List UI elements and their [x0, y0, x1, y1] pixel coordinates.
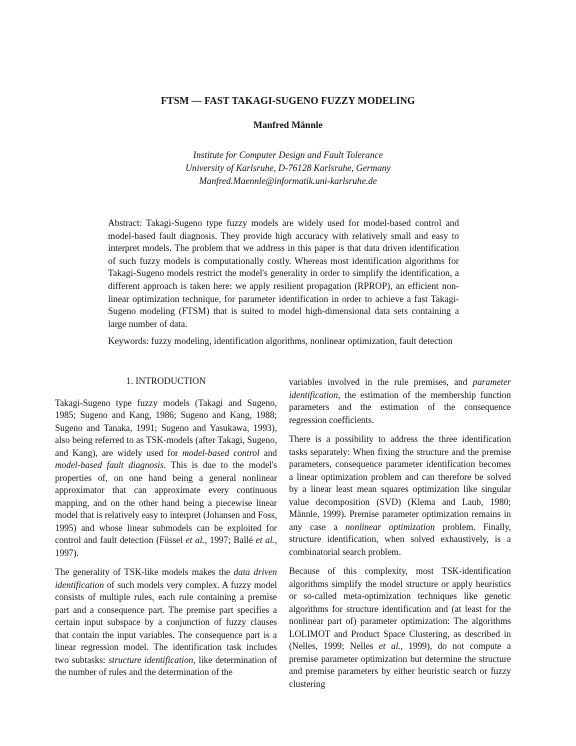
emphasis: et al.: [185, 535, 205, 545]
text-run: and: [259, 447, 278, 458]
emphasis: parameter identification: [289, 377, 511, 400]
text-run: , like determination of the number of rules and the determination of the: [55, 654, 277, 677]
emphasis: et al.: [255, 535, 275, 545]
text-run: , the estimation of the membership function parameters and the estimation of the consequence regression coefficients.: [289, 389, 511, 425]
emphasis: data driven identification: [55, 567, 277, 590]
emphasis: et al.: [378, 641, 401, 651]
text-run: problem. Finally, structure identification, when solved exhaustively, is a combinatorial search problem.: [289, 521, 511, 557]
intro-paragraph-2-continued: [289, 376, 511, 426]
text-run: Because of this complexity, most TSK-identification algorithms simplify the model structure or apply heuristics or so-called meta-optimization techniques like genetic algorithms for structure identification and (at least for the nonlinear part of) parameter optimization: The algorithms LOLIMOT and Product Space Clustering, as described in (Nelles, 1999; Nelles: [289, 566, 511, 651]
text-run: of such models very complex. A fuzzy model consists of multiple rules, each rule containing a premise part and a consequence part. The premise part specifies a certain input subspace by a conjunction of fuzzy clauses that contain the input variables. The consequence part is a linear regression model. The identification task includes two subtasks:: [55, 579, 277, 665]
intro-paragraph-2: [55, 566, 277, 679]
text-run: , 1997).: [55, 535, 277, 558]
text-run: Takagi-Sugeno type fuzzy models (Takagi and Sugeno, 1985; Sugeno and Kang, 1986; Sugeno and Kang, 1988; Sugeno and Tanaka, 1991; Sugeno and Yasukawa, 1993), also being referred to as TSK-models (after Takagi, Sugeno, and Kang), are widely used for: [55, 397, 277, 458]
paper-title: FTSM — FAST TAKAGI-SUGENO FUZZY MODELING: [160, 96, 416, 107]
text-run: , 1997; Ballé: [204, 535, 256, 545]
right-column: [289, 376, 511, 697]
intro-paragraph-1: [55, 397, 277, 560]
emphasis: nonlinear optimization: [345, 521, 435, 532]
intro-paragraph-3: [289, 433, 511, 558]
emphasis: structure identification: [108, 654, 194, 665]
section-heading-introduction: 1. INTRODUCTION: [126, 377, 206, 387]
abstract: Abstract: Takagi-Sugeno type fuzzy models are widely used for model-based control and model-based fault diagnosis. They provide high accuracy with relatively small and easy to interpret models. The problem that we address in this paper is that data driven identification of such fuzzy models is computationally costly. Whereas most identification algorithms for Takagi-Sugeno models restrict the model's generality in order to simplify the identification, a different approach is taken here: we apply resilient propagation (RPROP), an efficient non-linear optimization technique, for parameter identification in order to achieve a fast Takagi-Sugeno modeling (FTSM) that is suited to model high-dimensional data sets containing a large number of data.: [108, 219, 459, 330]
affiliation-university: University of Karlsruhe, D-76128 Karlsruhe, Germany: [185, 164, 391, 174]
paper-author: Manfred Männle: [253, 121, 323, 131]
text-run: There is a possibility to address the three identification tasks separately: When fixing the structure and the premise parameters, consequence parameter identification becomes a linear optimization problem and can therefore be solved by a linear least mean squares optimization like singular value decomposition (SVD) (Klema and Laub, 1980; Männle, 1999). Premise parameter optimization remains in any case a: [289, 434, 511, 532]
keywords: Keywords: fuzzy modeling, identification algorithms, nonlinear optimization, fault detection: [108, 337, 453, 347]
text-run: . This is due to the model's properties of, on one hand being a general nonlinear approximator that can approximate every continuous mapping, and on the other hand being a piecewise linear model that is relatively easy to interpret (Johansen and Foss, 1995) and whose linear submodels can be exploited for control and fault detection (Füssel: [55, 460, 277, 545]
author-affiliation: [0, 150, 576, 189]
affiliation-institute: Institute for Computer Design and Fault Tolerance: [193, 151, 383, 161]
intro-paragraph-4: [289, 565, 511, 690]
text-run: variables involved in the rule premises, and: [289, 377, 473, 387]
text-run: , 1999), do not compute a premise parameter optimization but determine the structure and premise parameters by either heuristic search or fuzzy clustering: [289, 641, 512, 689]
left-column: [55, 376, 277, 686]
text-run: The generality of TSK-like models makes the: [55, 567, 234, 577]
emphasis: model-based fault diagnosis: [55, 460, 164, 470]
emphasis: model-based control: [182, 447, 260, 458]
affiliation-email: Manfred.Maennle@informatik.uni-karlsruhe.de: [199, 177, 377, 187]
